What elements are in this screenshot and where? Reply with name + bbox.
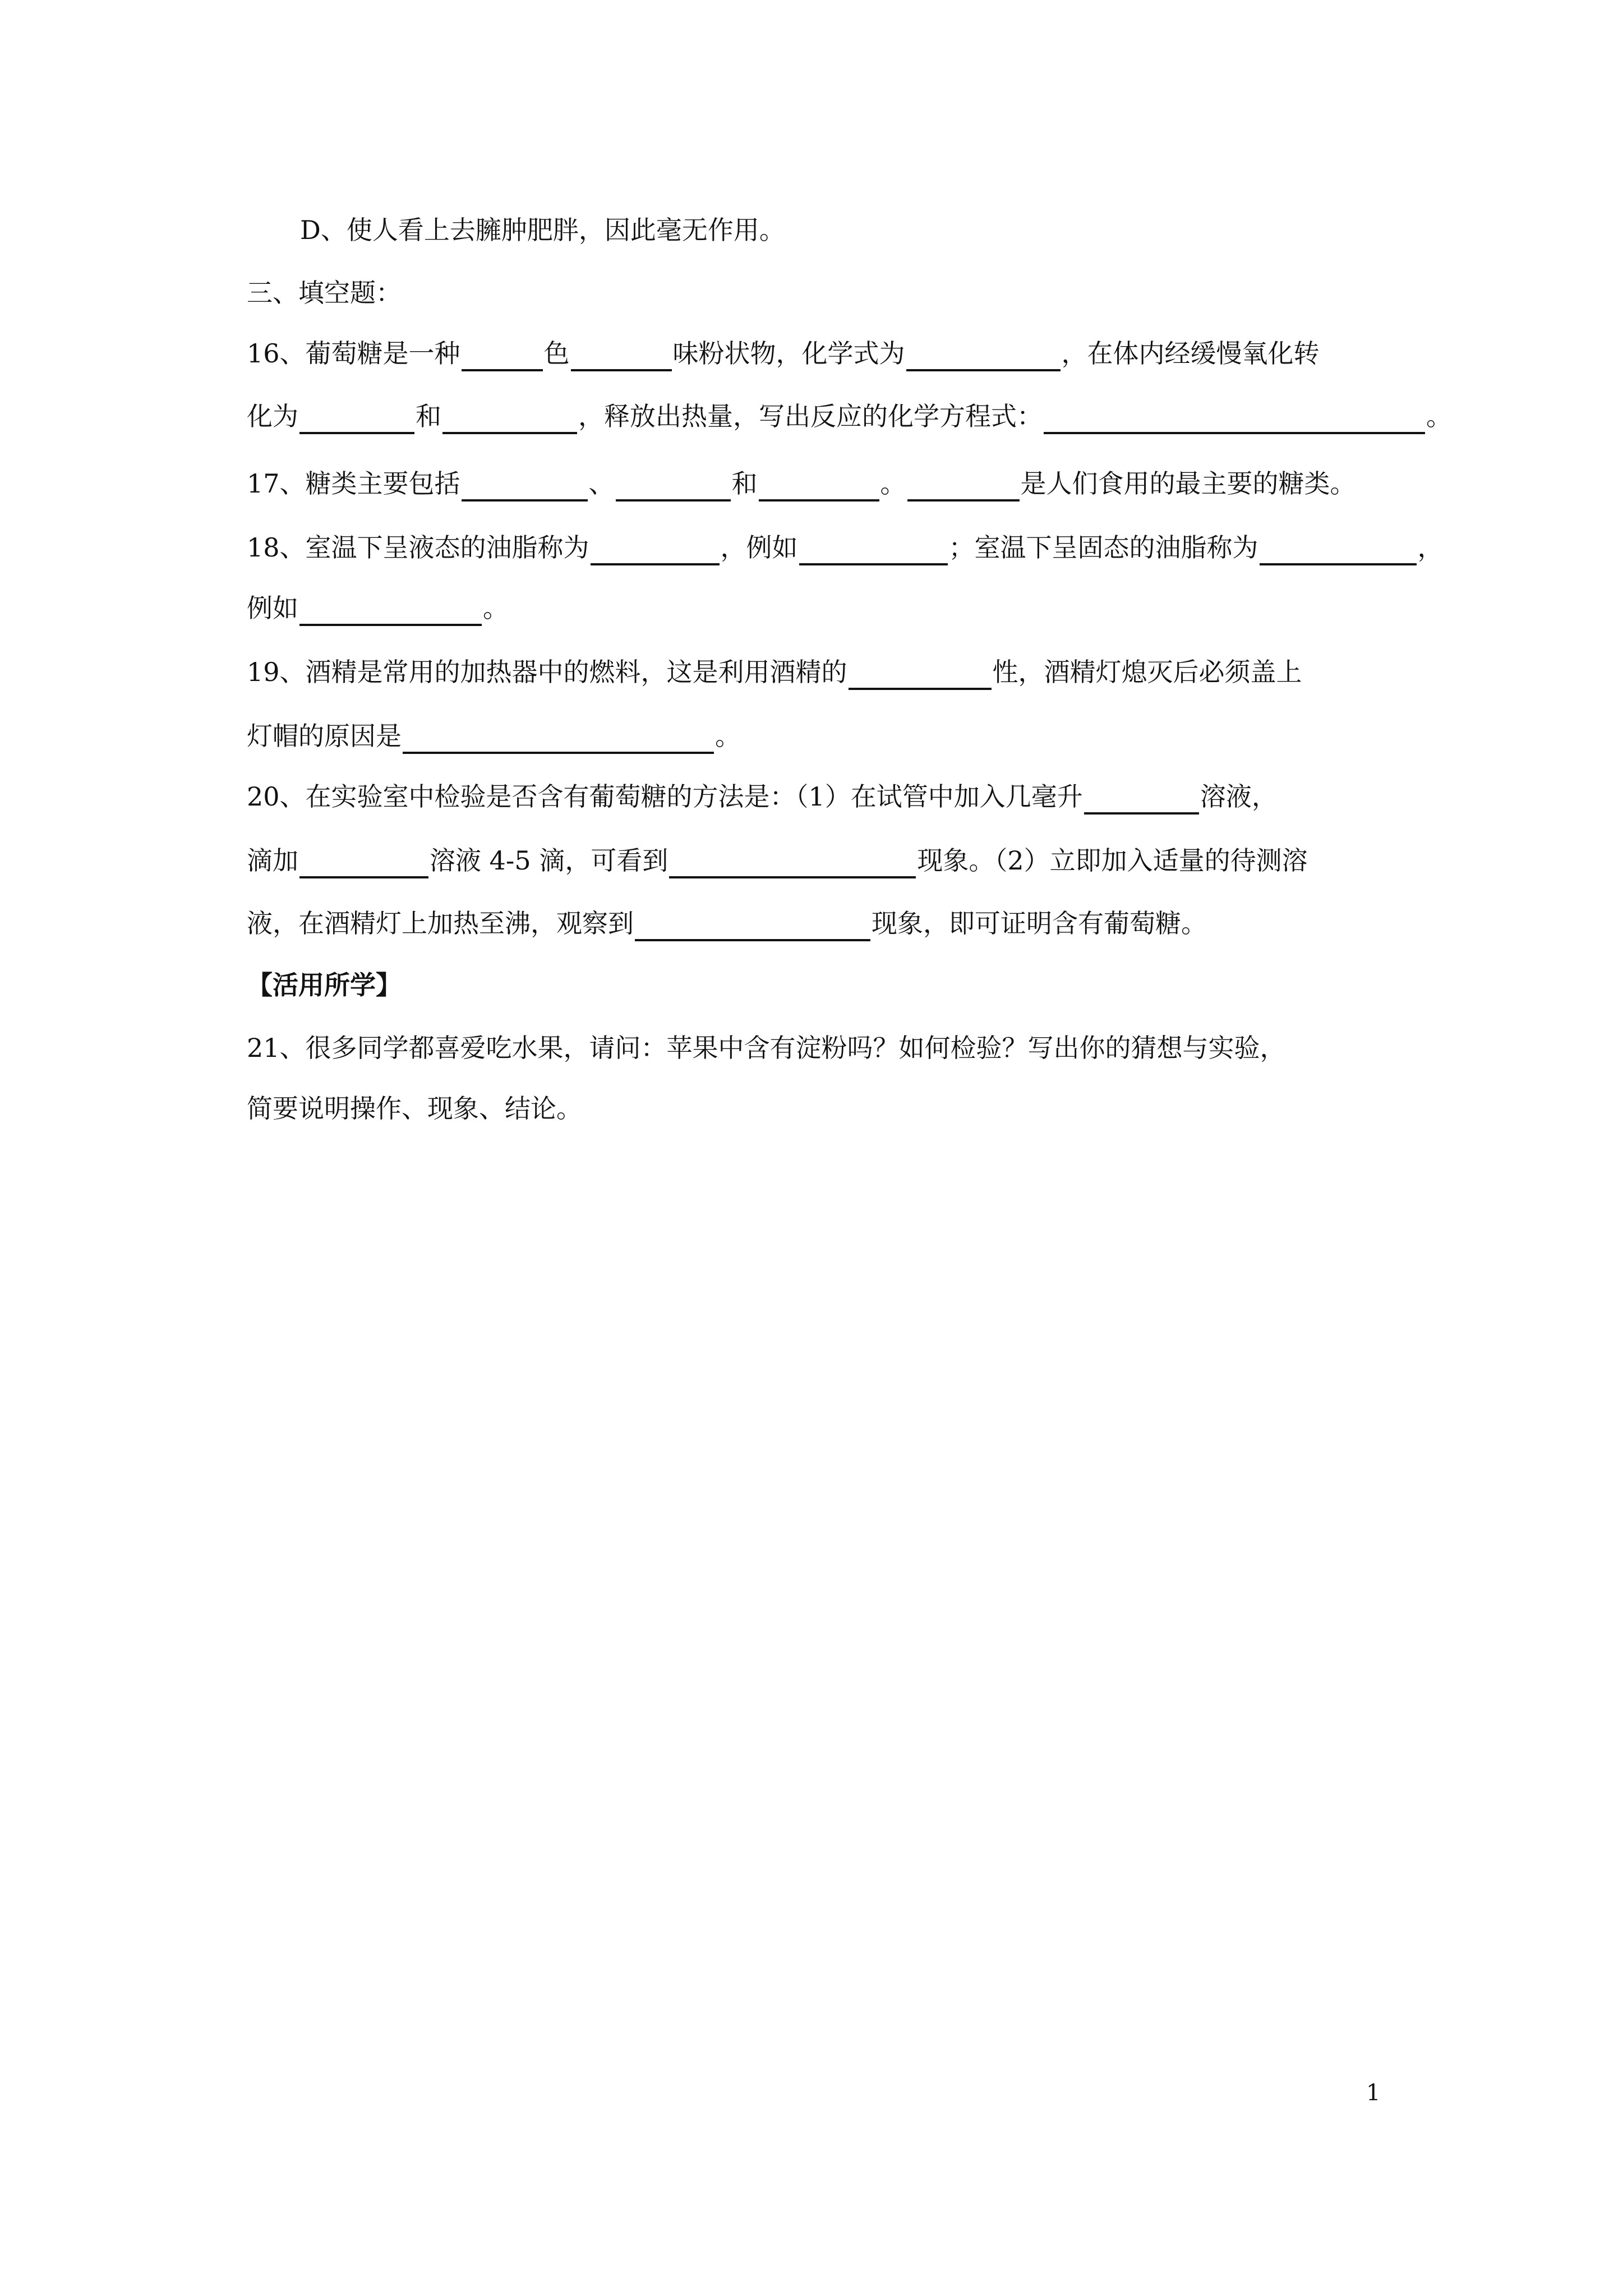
q20-blank-solution-2[interactable] — [299, 847, 428, 878]
q16-blank-color[interactable] — [462, 340, 543, 371]
q18-text-4: ， — [1417, 532, 1444, 563]
q16-text-8: 。 — [1426, 401, 1452, 431]
question-19-line-2 — [247, 718, 741, 754]
q21-text-2: 简要说明操作、现象、结论。 — [247, 1093, 582, 1124]
q20-blank-phenomenon-1[interactable] — [669, 847, 916, 878]
question-16-line-1 — [247, 335, 1320, 371]
q18-text-1: 18、室温下呈液态的油脂称为 — [247, 532, 589, 563]
q18-blank-solid-example[interactable] — [299, 595, 482, 626]
question-20-line-2 — [247, 843, 1308, 878]
q18-text-6: 。 — [483, 593, 509, 623]
q18-blank-liquid-name[interactable] — [591, 534, 720, 565]
q17-text-2: 、 — [588, 468, 615, 499]
q19-text-3: 灯帽的原因是 — [247, 721, 402, 751]
q18-text-3: ；室温下呈固态的油脂称为 — [948, 532, 1258, 563]
question-20-line-1 — [247, 779, 1278, 815]
question-18-line-1 — [247, 530, 1444, 565]
question-17 — [247, 466, 1356, 501]
q16-text-3: 味粉状物，化学式为 — [672, 338, 905, 369]
q16-text-2: 色 — [543, 338, 570, 369]
question-20-line-3 — [247, 905, 1207, 941]
q20-text-1: 20、在实验室中检验是否含有葡萄糖的方法是：（1）在试管中加入几毫升 — [247, 781, 1083, 812]
q16-blank-formula[interactable] — [906, 340, 1061, 371]
question-21-line-2 — [247, 1091, 582, 1126]
q18-text-5: 例如 — [247, 593, 298, 623]
q20-text-3: 滴加 — [247, 845, 298, 876]
q17-text-3: 和 — [731, 468, 758, 499]
section-apply-heading — [247, 967, 402, 1003]
question-18-line-2 — [247, 590, 509, 626]
q16-blank-equation[interactable] — [1044, 403, 1425, 434]
q20-blank-solution-1[interactable] — [1084, 783, 1199, 815]
q19-text-2: 性，酒精灯熄灭后必须盖上 — [992, 657, 1302, 687]
q19-text-1: 19、酒精是常用的加热器中的燃料，这是利用酒精的 — [247, 657, 847, 687]
q17-blank-1[interactable] — [462, 470, 588, 501]
question-16-line-2 — [247, 398, 1452, 434]
question-19-line-1 — [247, 654, 1302, 690]
question-21-line-1 — [247, 1030, 1286, 1066]
q16-text-4: ，在体内经缓慢氧化转 — [1061, 338, 1320, 369]
option-d — [300, 212, 785, 248]
q19-blank-property[interactable] — [849, 659, 992, 690]
q17-blank-4[interactable] — [907, 470, 1020, 501]
q17-text-4: 。 — [880, 468, 906, 499]
q17-text-1: 17、糖类主要包括 — [247, 468, 460, 499]
q17-blank-3[interactable] — [759, 470, 879, 501]
option-d-text: D、使人看上去臃肿肥胖，因此毫无作用。 — [300, 215, 785, 245]
q17-blank-2[interactable] — [616, 470, 731, 501]
q18-text-2: ，例如 — [720, 532, 798, 563]
q20-text-7: 现象，即可证明含有葡萄糖。 — [872, 908, 1207, 938]
page-number: 1 — [1366, 2080, 1381, 2106]
section-fill-in-title: 三、填空题： — [247, 278, 402, 308]
q16-text-5: 化为 — [247, 401, 298, 431]
q20-text-4: 溶液 4-5 滴，可看到 — [430, 845, 668, 876]
q18-blank-solid-name[interactable] — [1260, 534, 1417, 565]
q16-blank-taste[interactable] — [571, 340, 672, 371]
q16-text-7: ，释放出热量，写出反应的化学方程式： — [578, 401, 1043, 431]
section-apply-title: 【活用所学】 — [247, 970, 402, 1000]
q16-blank-product-2[interactable] — [442, 403, 577, 434]
q19-text-4: 。 — [715, 721, 741, 751]
section-fill-in-heading — [247, 275, 402, 311]
q17-text-5: 是人们食用的最主要的糖类。 — [1020, 468, 1356, 499]
q20-text-2: 溶液， — [1200, 781, 1278, 812]
q20-text-5: 现象。（2）立即加入适量的待测溶 — [917, 845, 1308, 876]
q19-blank-reason[interactable] — [403, 723, 714, 754]
q18-blank-liquid-example[interactable] — [799, 534, 948, 565]
q16-blank-product-1[interactable] — [299, 403, 414, 434]
q20-text-6: 液，在酒精灯上加热至沸，观察到 — [247, 908, 634, 938]
q21-text-1: 21、很多同学都喜爱吃水果，请问：苹果中含有淀粉吗？如何检验？写出你的猜想与实验， — [247, 1033, 1286, 1063]
q16-text-6: 和 — [416, 401, 441, 431]
q16-text-1: 16、葡萄糖是一种 — [247, 338, 460, 369]
q20-blank-phenomenon-2[interactable] — [635, 910, 870, 941]
